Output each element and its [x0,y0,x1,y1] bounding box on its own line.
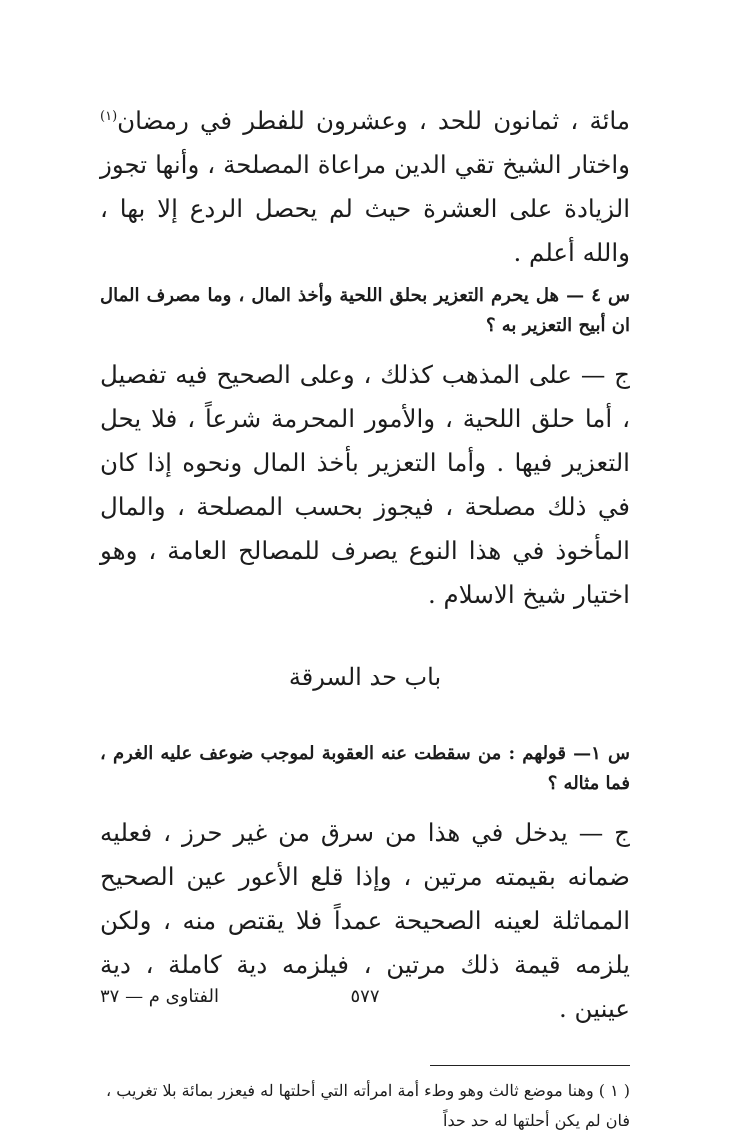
answer-4: ج — على المذهب كذلك ، وعلى الصحيح فيه تفصيل ، أما حلق اللحية ، والأمور المحرمة شرعاً ، فلا يحل التعزير فيها . وأما التعزير بأخذ المال ونحوه إذا كان في ذلك مصلحة ، فيجوز بحسب المصلحة ، والمال المأخوذ في هذا النوع يصرف للمصالح العامة ، وهو اختيار شيخ الاسلام . [100,360,630,610]
paragraph-text: مائة ، ثمانون للحد ، وعشرون للفطر في رمضان [117,106,630,136]
paragraph-hudud-continuation [100,95,630,275]
signature-mark: الفتاوى م — ٣٧ [100,986,219,1007]
section-heading: باب حد السرقة [288,663,442,692]
page-footer [100,986,630,1016]
footnote-divider [430,1065,630,1066]
footnote: ( ١ ) وهنا موضع ثالث وهو وطء أمة امرأته التي أحلتها له فيعزر بمائة بلا تغريب ، فان لم يكن أحلتها له حد حداً [106,1081,630,1131]
question-4: س ٤ — هل يحرم التعزير بحلق اللحية وأخذ المال ، وما مصرف المال ان أبيح التعزير به ؟ [100,285,630,337]
paragraph-text: واختار الشيخ تقي الدين مراعاة المصلحة ، وأنها تجوز الزيادة على العشرة حيث لم يحصل الردع إلا بها ، والله أعلم . [100,150,630,268]
answer-1: ج — يدخل في هذا من سرق من غير حرز ، فعليه ضمانه بقيمته مرتين ، وإذا قلع الأعور عين الصحيح المماثلة لعينه الصحيحة عمداً فلا يقتص منه ، ولكن يلزمه قيمة ذلك مرتين ، فيلزمه دية كاملة ، دية عينين . [100,818,630,1024]
page-number: ٥٧٧ [350,986,380,1007]
page-body [100,95,630,1131]
question-1: س ١— قولهم : من سقطت عنه العقوبة لموجب ضوعف عليه الغرم ، فما مثاله ؟ [100,743,630,795]
footnote-reference: (١) [100,109,118,124]
